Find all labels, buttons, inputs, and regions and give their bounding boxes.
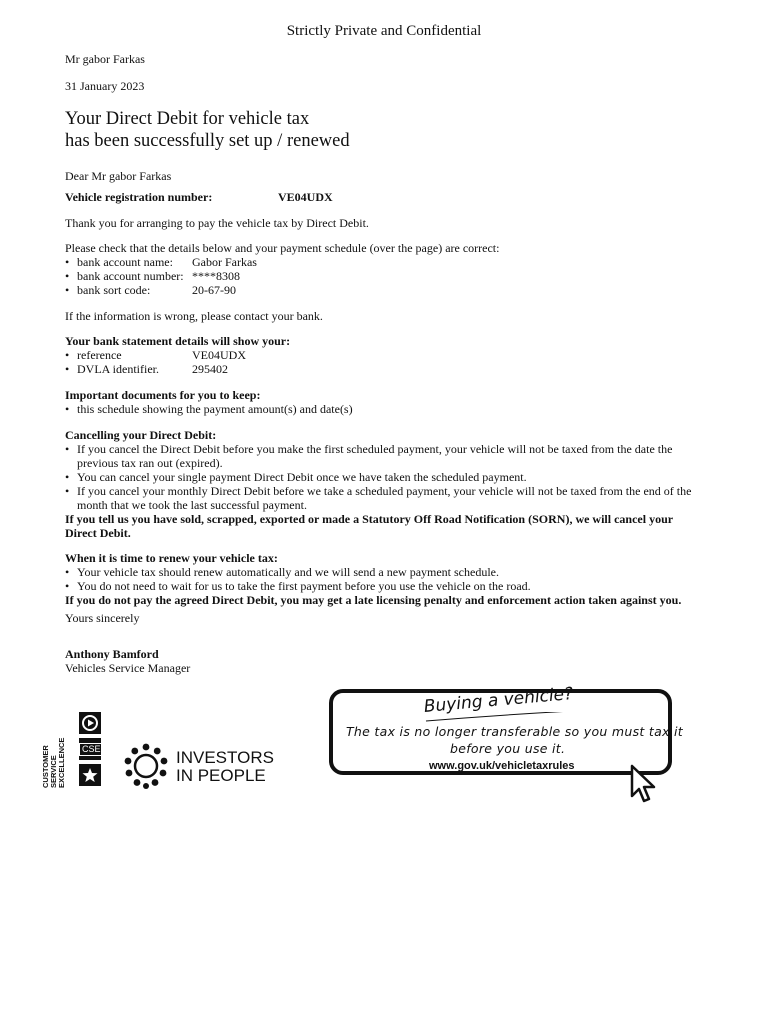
cancel-heading: Cancelling your Direct Debit: bbox=[65, 428, 217, 442]
bank-details-section bbox=[65, 241, 499, 297]
statement-value: 295402 bbox=[192, 362, 228, 376]
closing: Yours sincerely bbox=[65, 611, 140, 625]
renew-penalty-notice: If you do not pay the agreed Direct Debit, you may get a late licensing penalty and enforcement action taken against you. bbox=[65, 593, 682, 607]
bank-detail-value: 20-67-90 bbox=[192, 283, 236, 297]
bank-details-list bbox=[65, 255, 499, 297]
salutation: Dear Mr gabor Farkas bbox=[65, 169, 172, 183]
check-intro: Please check that the details below and your payment schedule (over the page) are correct: bbox=[65, 241, 500, 255]
bank-detail-value: Gabor Farkas bbox=[192, 255, 257, 269]
bank-detail-label: bank sort code: bbox=[77, 283, 151, 297]
bank-detail-label: bank account name: bbox=[77, 255, 173, 269]
cse-text-line: SERVICE bbox=[49, 755, 58, 788]
advert-title: Buying a vehicle? bbox=[423, 684, 574, 717]
cancel-item: • If you cancel your monthly Direct Debit before we take a scheduled payment, your vehicle will not be taxed from the end of the month that we took the last successful payment. bbox=[65, 484, 705, 512]
mouse-cursor-icon bbox=[628, 764, 660, 806]
cse-star-icon bbox=[79, 764, 101, 786]
statement-item bbox=[65, 348, 290, 362]
bank-detail-label: bank account number: bbox=[77, 269, 184, 283]
documents-item: • this schedule showing the payment amount(s) and date(s) bbox=[65, 402, 353, 416]
heading-line-2: has been successfully set up / renewed bbox=[65, 131, 350, 151]
iip-line-1: INVESTORS bbox=[176, 748, 274, 767]
statement-section bbox=[65, 334, 290, 376]
cse-badge-icon bbox=[79, 738, 101, 760]
advert-underline bbox=[424, 712, 574, 724]
documents-list bbox=[65, 402, 353, 416]
investors-in-people-laurel-icon bbox=[122, 742, 170, 790]
renew-heading: When it is time to renew your vehicle tax: bbox=[65, 551, 278, 565]
renew-list bbox=[65, 565, 705, 593]
statement-label: DVLA identifier. bbox=[77, 362, 159, 376]
vehicle-reg-label: Vehicle registration number: bbox=[65, 190, 213, 204]
signatory-title: Vehicles Service Manager bbox=[65, 661, 191, 675]
renew-item: • You do not need to wait for us to take the first payment before you use the vehicle on the road. bbox=[65, 579, 705, 593]
cse-text-line: EXCELLENCE bbox=[57, 737, 66, 788]
vehicle-reg-value: VE04UDX bbox=[278, 190, 333, 204]
heading-line-1: Your Direct Debit for vehicle tax bbox=[65, 109, 310, 129]
bank-detail-item bbox=[65, 269, 499, 283]
wrong-info-paragraph: If the information is wrong, please contact your bank. bbox=[65, 309, 323, 323]
iip-line-2: IN PEOPLE bbox=[176, 766, 266, 785]
cse-logo-text bbox=[42, 738, 66, 788]
advert-line-1: The tax is no longer transferable so you must tax it bbox=[346, 724, 683, 739]
letter-date: 31 January 2023 bbox=[65, 79, 145, 93]
cancel-item: • If you cancel the Direct Debit before you make the first scheduled payment, your vehicle will not be taxed from the date the previous tax ran out (expired). bbox=[65, 442, 705, 470]
signatory-name: Anthony Bamford bbox=[65, 647, 159, 661]
thanks-paragraph: Thank you for arranging to pay the vehicle tax by Direct Debit. bbox=[65, 216, 369, 230]
advert-line-2: before you use it. bbox=[450, 741, 566, 756]
confidential-header: Strictly Private and Confidential bbox=[286, 23, 482, 39]
cancel-sorn-notice: If you tell us you have sold, scrapped, exported or made a Statutory Off Road Notification (SORN), we will cancel your Direct Debit. bbox=[65, 512, 673, 540]
documents-section bbox=[65, 388, 353, 416]
bank-detail-item bbox=[65, 283, 499, 297]
cse-play-icon bbox=[79, 712, 101, 734]
cse-text-line: CUSTOMER bbox=[41, 745, 50, 788]
cancel-item: • You can cancel your single payment Direct Debit once we have taken the scheduled payment. bbox=[65, 470, 705, 484]
documents-heading: Important documents for you to keep: bbox=[65, 388, 261, 402]
statement-label: reference bbox=[77, 348, 122, 362]
cse-badge-text: CSE bbox=[79, 743, 104, 756]
investors-in-people-logo bbox=[176, 749, 274, 785]
cancel-list bbox=[65, 442, 705, 512]
bank-detail-item bbox=[65, 255, 499, 269]
statement-value: VE04UDX bbox=[192, 348, 246, 362]
statement-item bbox=[65, 362, 290, 376]
addressee: Mr gabor Farkas bbox=[65, 52, 145, 66]
advert-url: www.gov.uk/vehicletaxrules bbox=[429, 760, 575, 772]
renew-item: • Your vehicle tax should renew automatically and we will send a new payment schedule. bbox=[65, 565, 705, 579]
statement-heading: Your bank statement details will show your: bbox=[65, 334, 291, 348]
renew-section bbox=[65, 551, 705, 607]
statement-list bbox=[65, 348, 290, 376]
bank-detail-value: ****8308 bbox=[192, 269, 240, 283]
letter-heading bbox=[65, 108, 350, 152]
cancel-section bbox=[65, 428, 705, 540]
